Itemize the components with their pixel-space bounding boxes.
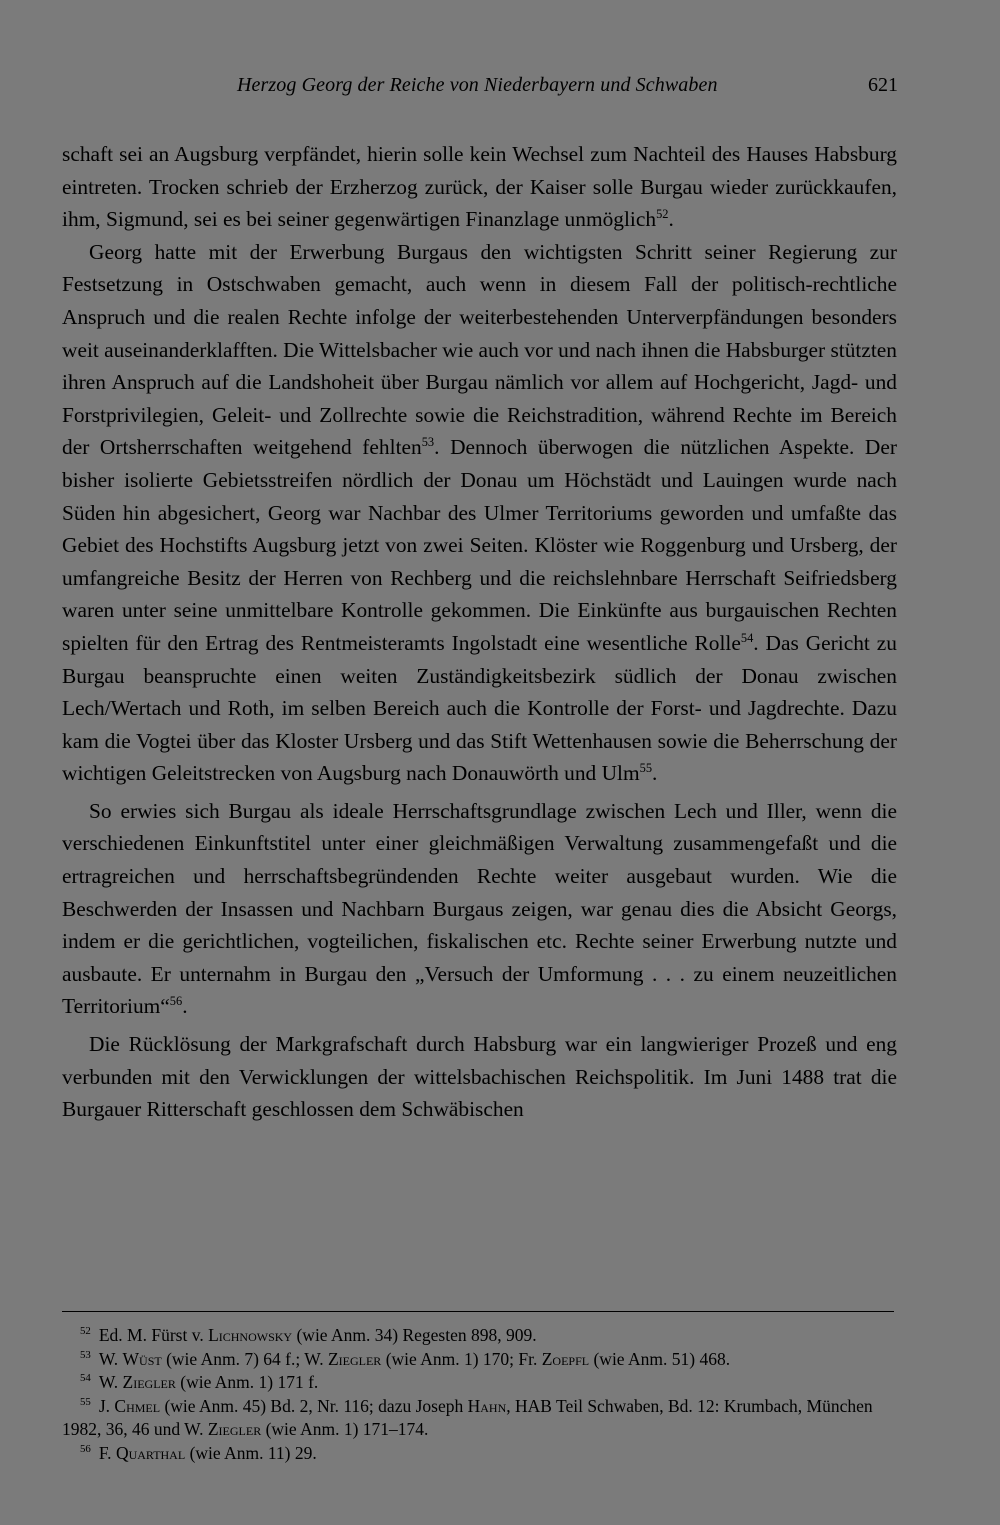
- footnote-reference: 55: [639, 761, 653, 776]
- text-run: schaft sei an Augsburg verpfändet, hierin solle kein Wechsel zum Nachteil des Hauses Habsburg eintreten. Trocken schrieb der Erzherzog zurück, der Kaiser solle Burgau wieder zurückkaufen, ihm, Sigmund, sei es bei seiner gegenwärtigen Finanzlage unmöglich: [62, 142, 897, 232]
- text-run: (wie Anm. 11) 29.: [185, 1442, 317, 1463]
- text-run: J.: [98, 1395, 115, 1416]
- author-name: Ziegler: [327, 1348, 382, 1369]
- text-run: . Dennoch überwogen die nützlichen Aspekte. Der bisher isolierte Gebietsstreifen nördlich der Donau um Höchstädt und Lauingen wurde nach Süden hin abgesichert, Georg war Nachbar des Ulmer Territoriums geworden und umfaßte das Gebiet des Hochstifts Augsburg jetzt von zwei Seiten. Klöster wie Roggenburg und Ursberg, der umfangreiche Besitz der Herren von Rechberg und die reichslehnbare Herrschaft Seifriedsberg waren unter seine unmittelbare Kontrolle gekommen. Die Einkünfte aus burgauischen Rechten spielten für den Ertrag des Rentmeisteramts Ingolstadt eine wesentliche Rolle: [62, 435, 897, 655]
- paragraph-2: [62, 236, 897, 790]
- paragraph-3: [62, 795, 897, 1023]
- text-run: .: [182, 994, 188, 1019]
- text-run: , HAB Teil Schwaben, Bd. 12: Krumbach, München 1982, 36, 46 und W.: [62, 1395, 873, 1440]
- paragraph-4: [62, 1028, 897, 1126]
- text-run: (wie Anm. 1) 171 f.: [175, 1372, 319, 1393]
- text-run: .: [652, 761, 658, 786]
- running-title: Herzog Georg der Reiche von Niederbayern und Schwaben: [237, 74, 718, 96]
- footnote-number: 56: [80, 1443, 91, 1456]
- text-run: W.: [98, 1348, 123, 1369]
- text-run: (wie Anm. 51) 468.: [589, 1348, 731, 1369]
- text-run: Georg hatte mit der Erwerbung Burgaus den wichtigsten Schritt seiner Regierung zur Festsetzung in Ostschwaben gemacht, auch wenn in diesem Fall der politisch-rechtliche Anspruch und die realen Rechte infolge der weiterbestehenden Unterverpfändungen besonders weit auseinanderklafften. Die Wittelsbacher wie auch vor und nach ihnen die Habsburger stützten ihren Anspruch auf die Landshoheit über Burgau nämlich vor allem auf Hochgericht, Jagd- und Forstprivilegien, Geleit- und Zollrechte sowie die Reichstradition, während Rechte im Bereich der Ortsherrschaften weitgehend fehlten: [62, 239, 897, 460]
- footnote-56: [62, 1442, 897, 1466]
- footnote-54: [62, 1371, 897, 1395]
- author-name: Chmel: [114, 1395, 161, 1416]
- text-run: So erwies sich Burgau als ideale Herrschaftsgrundlage zwischen Lech und Iller, wenn die verschiedenen Einkunftstitel unter einer gleichmäßigen Verwaltung zusammengefaßt und die ertragreichen und herrschaftsbegründenden Rechte weiter ausgebaut wurden. Wie die Beschwerden der Insassen und Nachbarn Burgaus zeigen, war genau dies die Absicht Georgs, indem er die gerichtlichen, vogteilichen, fiskalischen etc. Rechte seiner Erwerbung nutzte und ausbaute. Er unternahm in Burgau den „Versuch der Umformung . . . zu einem neuzeitlichen Territorium“: [62, 798, 897, 1019]
- footnote-reference: 53: [421, 435, 435, 450]
- footnote-55: [62, 1395, 897, 1442]
- footnote-reference: 54: [740, 630, 754, 645]
- author-name: Ziegler: [122, 1372, 176, 1393]
- footnote-number: 54: [80, 1372, 91, 1385]
- author-name: Lichnowsky: [208, 1325, 293, 1345]
- footnote-separator: [62, 1311, 894, 1312]
- text-run: (wie Anm. 1) 171–174.: [261, 1419, 429, 1440]
- footnote-53: [62, 1348, 897, 1372]
- text-run: (wie Anm. 45) Bd. 2, Nr. 116; dazu Joseph: [160, 1395, 468, 1416]
- text-run: (wie Anm. 7) 64 f.; W.: [161, 1348, 328, 1369]
- author-name: Wüst: [122, 1348, 162, 1369]
- text-run: F.: [98, 1442, 116, 1463]
- footnote-number: 52: [80, 1325, 91, 1338]
- author-name: Hahn: [467, 1395, 507, 1416]
- text-run: W.: [98, 1372, 123, 1393]
- text-run: Die Rücklösung der Markgrafschaft durch Habsburg war ein langwieriger Prozeß und eng verbunden mit den Verwicklungen der wittelsbachischen Reichspolitik. Im Juni 1488 trat die Burgauer Ritterschaft geschlossen dem Schwäbischen: [62, 1032, 897, 1122]
- footnotes: [62, 1324, 897, 1466]
- text-run: .: [668, 207, 674, 232]
- running-header: [62, 74, 898, 106]
- footnote-reference: 52: [656, 207, 669, 222]
- paragraph-1: [62, 138, 897, 236]
- text-run: . Das Gericht zu Burgau beanspruchte einen weiten Zuständigkeitsbezirk südlich der Donau zwischen Lech/Wertach und Roth, im selben Bereich auch die Kontrolle der Forst- und Jagdrechte. Dazu kam die Vogtei über das Kloster Ursberg und das Stift Wettenhausen sowie die Beherrschung der wichtigen Geleitstrecken von Augsburg nach Donauwörth und Ulm: [62, 630, 897, 786]
- author-name: Quarthal: [115, 1442, 186, 1463]
- text-run: (wie Anm. 1) 170; Fr.: [381, 1348, 542, 1369]
- footnote-number: 55: [80, 1395, 91, 1408]
- text-run: Ed. M. Fürst v.: [98, 1325, 209, 1345]
- page-number: 621: [868, 74, 898, 96]
- footnote-number: 53: [80, 1348, 91, 1361]
- author-name: Ziegler: [207, 1419, 262, 1440]
- footnote-reference: 56: [169, 994, 183, 1009]
- footnote-52: [62, 1324, 897, 1348]
- body-text: [62, 138, 897, 1126]
- author-name: Zoepfl: [541, 1348, 590, 1369]
- text-run: (wie Anm. 34) Regesten 898, 909.: [292, 1325, 537, 1345]
